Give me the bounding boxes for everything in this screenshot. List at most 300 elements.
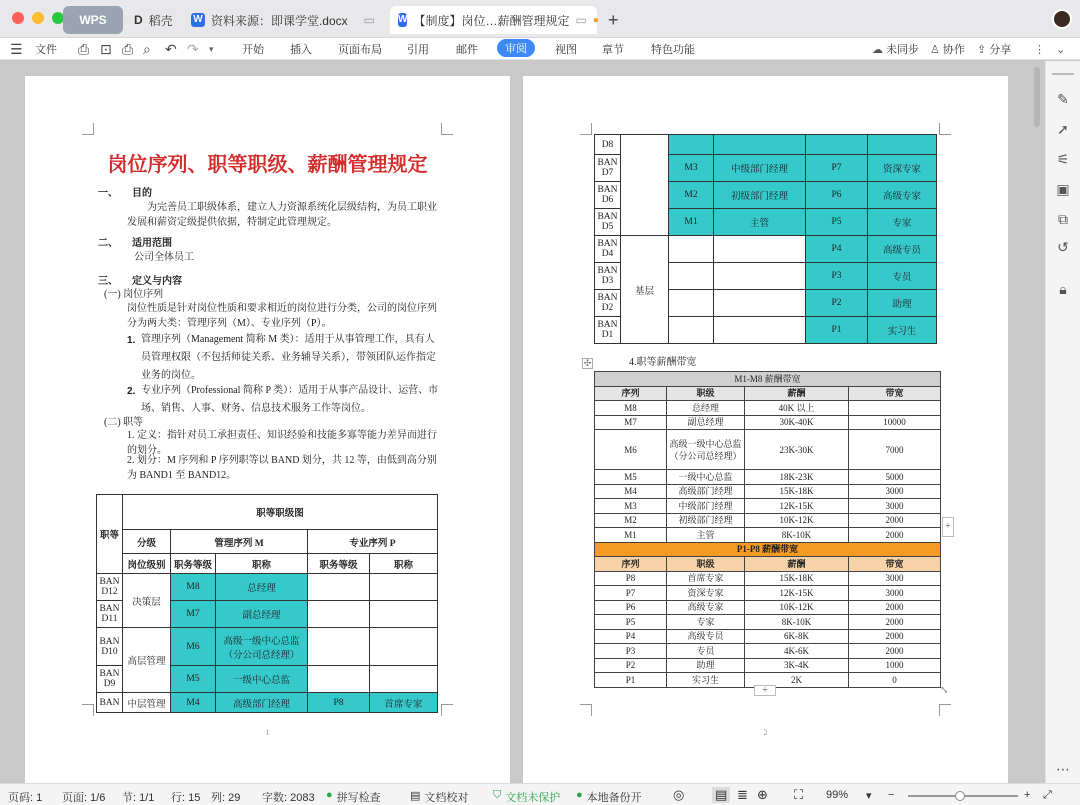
subsection-2-heading: (二) 职等: [104, 417, 144, 428]
table-cell: P7: [595, 586, 667, 601]
table-row: [595, 415, 941, 430]
table-cell: 3000: [849, 586, 941, 601]
more-options-button[interactable]: [1034, 39, 1045, 59]
table-cell: 岗位级别: [123, 554, 171, 574]
table-cell: P5: [806, 209, 868, 236]
table-cell: 2K: [745, 673, 849, 688]
table-cell: P1: [806, 317, 868, 344]
vertical-scrollbar[interactable]: [1034, 67, 1040, 127]
zoom-in-button[interactable]: +: [1024, 789, 1031, 801]
tab-mailings[interactable]: 邮件: [456, 44, 478, 56]
margin-corner: [441, 704, 453, 716]
table-cell: 职等: [97, 495, 123, 574]
table-row: [595, 615, 941, 630]
table-cell: 10000: [849, 415, 941, 430]
table-cell: [308, 601, 370, 628]
add-column-button[interactable]: +: [942, 517, 954, 537]
tab-references[interactable]: 引用: [407, 44, 429, 56]
print-icon: ⎙: [122, 40, 134, 57]
item-2-body: 专业序列（Professional 简称 P 类）：适用于从事产品设计、运营、市场、销售、人事、财务、信息技术服务工作等岗位。: [141, 385, 439, 414]
zoom-level[interactable]: 99%: [826, 789, 849, 801]
tab-daoke[interactable]: [126, 6, 181, 34]
title-bar: [0, 0, 1080, 38]
table-cell: 副总经理: [216, 601, 308, 628]
table-row: [595, 470, 941, 485]
table-cell: M1: [669, 209, 714, 236]
collaborate-button[interactable]: [930, 39, 965, 59]
table-cell: BAN D3: [595, 263, 621, 290]
table-cell: M1: [595, 528, 667, 543]
table-cell: BAN D2: [595, 290, 621, 317]
page-view-icon[interactable]: ▤: [712, 787, 730, 803]
table-cell: [714, 263, 806, 290]
table-cell: 总经理: [216, 574, 308, 601]
margin-corner: [82, 704, 94, 716]
table-cell: 薪酬: [745, 557, 849, 572]
margin-corner: [580, 704, 592, 716]
table-cell: M6: [595, 430, 667, 470]
table-cell: [308, 628, 370, 666]
document-workspace[interactable]: [0, 61, 1045, 783]
more-horizontal-icon[interactable]: ⋯: [1056, 761, 1070, 777]
table-cell: 资深专家: [868, 155, 937, 182]
sliders-icon[interactable]: ⚟: [1056, 151, 1070, 167]
word-doc-icon: W: [191, 13, 205, 27]
table-cell: 职称: [216, 554, 308, 574]
table-cell: BAN D10: [97, 628, 123, 666]
table-cell: BAN D5: [595, 209, 621, 236]
zoom-dropdown-icon[interactable]: ▾: [866, 790, 872, 802]
document-protection-button[interactable]: [493, 789, 560, 805]
table-cell: 5000: [849, 470, 941, 485]
table-cell: 助理: [667, 658, 745, 673]
table-row: [595, 135, 937, 155]
table-cell: P2: [595, 658, 667, 673]
table-cell: [669, 135, 714, 155]
hamburger-icon: ☰: [10, 40, 23, 57]
section-3-number: 三、: [98, 276, 118, 287]
table-cell: 8K-10K: [745, 528, 849, 543]
zoom-slider[interactable]: [908, 795, 1018, 797]
undo-button[interactable]: [165, 39, 177, 59]
table-cell: [621, 135, 669, 236]
unsaved-dot-icon: ●: [592, 14, 599, 26]
fit-page-icon[interactable]: ⛶: [794, 787, 804, 802]
table-cell: 高级一级中心总监（分公司总经理）: [216, 628, 308, 666]
table-cell: M8: [171, 574, 216, 601]
table-cell: BAN D11: [97, 601, 123, 628]
table-cell: 首席专家: [667, 571, 745, 586]
table-cell: 实习生: [667, 673, 745, 688]
collapse-ribbon-button[interactable]: [1056, 39, 1065, 59]
tab-insert[interactable]: 插入: [290, 44, 312, 56]
margin-corner: [82, 123, 94, 135]
table-cell: 助理: [868, 290, 937, 317]
table-cell: 2000: [849, 600, 941, 615]
tab-document-1-label: 资料来源：即课学堂.docx: [210, 13, 348, 28]
table-cell: 2000: [849, 629, 941, 644]
table-cell: 专员: [868, 263, 937, 290]
table-cell: 高级部门经理: [667, 484, 745, 499]
table-cell: M6: [171, 628, 216, 666]
table-cell: 副总经理: [667, 415, 745, 430]
table-cell: 12K-15K: [745, 499, 849, 514]
table-cell: M5: [595, 470, 667, 485]
subsection-2-item-1: 1. 定义：指针对员工承担责任、知识经验和技能多寡等能力差异而进行的划分。: [127, 430, 437, 456]
table-cell: 初级部门经理: [667, 513, 745, 528]
print-preview-button[interactable]: [143, 39, 151, 59]
tab-special-features[interactable]: 特色功能: [651, 44, 695, 56]
tab-daoke-label: 稻壳: [148, 13, 173, 28]
row-indicator: 行: 15: [171, 792, 201, 804]
section-2-number: 二、: [98, 238, 118, 249]
table-cell: 30K-40K: [745, 415, 849, 430]
user-icon: ♙: [930, 43, 940, 56]
save-icon: ⎙: [78, 40, 90, 57]
collaborate-label: 协作: [942, 44, 965, 56]
daoke-icon: D: [134, 13, 143, 27]
screen-icon: ▭: [363, 13, 375, 27]
table-cell: 职等职级图: [123, 495, 438, 530]
table-row: [595, 372, 941, 387]
more-vertical-icon: ⋮: [1034, 43, 1045, 56]
table-cell: 一级中心总监: [216, 666, 308, 693]
table-cell: 职级: [667, 557, 745, 572]
table-cell: 职务等级: [171, 554, 216, 574]
section-3-heading: 定义与内容: [132, 276, 182, 287]
undo-icon: ↶: [165, 40, 177, 57]
table-cell: 15K-18K: [745, 571, 849, 586]
tab-page-layout[interactable]: 页面布局: [338, 44, 382, 56]
menu-toggle-button[interactable]: [10, 39, 23, 59]
table-cell: P2: [806, 290, 868, 317]
table-cell: 专业序列 P: [308, 530, 438, 554]
table-move-handle[interactable]: ✣: [583, 358, 592, 368]
add-row-button[interactable]: +: [754, 685, 776, 696]
subsection-1-heading: (一) 岗位序列: [104, 289, 164, 300]
export-pdf-button[interactable]: [100, 39, 112, 59]
table-cell: 2000: [849, 644, 941, 659]
chevron-down-icon: ⌄: [1056, 43, 1066, 56]
table-cell: 实习生: [868, 317, 937, 344]
table-cell: 初级部门经理: [714, 182, 806, 209]
zoom-out-button[interactable]: −: [888, 789, 895, 801]
table-row: [595, 236, 937, 263]
image-icon[interactable]: ▣: [1056, 181, 1070, 197]
table-cell: 专家: [667, 615, 745, 630]
table-cell: 10K-12K: [745, 513, 849, 528]
table-cell: 资深专家: [667, 586, 745, 601]
table-cell: 3000: [849, 499, 941, 514]
page-label: 页码: 1: [8, 792, 43, 804]
table-cell: 中级部门经理: [667, 499, 745, 514]
table-cell: [370, 628, 438, 666]
more-quick-actions-button[interactable]: [209, 39, 214, 59]
screen-icon: ▭: [575, 13, 587, 27]
table-cell: 基层: [621, 236, 669, 344]
pen-icon[interactable]: ✎: [1057, 91, 1069, 107]
table-cell: 序列: [595, 557, 667, 572]
table-cell: 职务等级: [308, 554, 370, 574]
table-cell: P3: [806, 263, 868, 290]
table-cell: P4: [595, 629, 667, 644]
table-row: [97, 574, 438, 601]
word-count[interactable]: 字数: 2083: [262, 792, 315, 804]
tab-document-1[interactable]: [183, 6, 383, 34]
table-cell: P1: [595, 673, 667, 688]
item-1-body: 管理序列（Management 简称 M 类）：适用于从事管理工作，具有人员管理权限（不包括师徒关系、业务辅导关系），带领团队运作指定业务的岗位。: [141, 334, 436, 381]
tab-document-2-label: 【制度】岗位…薪酬管理规定: [413, 13, 570, 28]
window-controls: [12, 12, 64, 24]
page-1[interactable]: [25, 76, 510, 783]
table-cell: 4K-6K: [745, 644, 849, 659]
table-cell: [669, 317, 714, 344]
table-cell: 15K-18K: [745, 484, 849, 499]
table-cell: P7: [806, 155, 868, 182]
table-cell: 40K 以上: [745, 401, 849, 416]
table-cell: P3: [595, 644, 667, 659]
new-tab-button[interactable]: +: [608, 9, 619, 30]
table-cell: M3: [669, 155, 714, 182]
table-cell: 首席专家: [370, 693, 438, 713]
table-cell: 带宽: [849, 386, 941, 401]
cloud-icon: ☁: [872, 43, 883, 56]
table-cell: 3000: [849, 484, 941, 499]
table-cell: [370, 666, 438, 693]
local-backup-button[interactable]: [576, 789, 642, 805]
table-cell: 中层管理: [123, 693, 171, 713]
margin-corner: [939, 704, 951, 716]
table-cell: 主管: [667, 528, 745, 543]
table-cell: P8: [595, 571, 667, 586]
page-2[interactable]: [523, 76, 1008, 783]
table-cell: M4: [171, 693, 216, 713]
ribbon-toolbar: [0, 38, 1080, 60]
table-cell: [714, 317, 806, 344]
grade-level-table-continued[interactable]: [594, 134, 937, 344]
backup-label: 本地备份开: [586, 792, 642, 804]
table-cell: P4: [806, 236, 868, 263]
section-2-body: 公司全体员工: [134, 252, 194, 263]
section-2-heading: 适用范围: [132, 238, 172, 249]
proofread-button[interactable]: [410, 789, 468, 805]
table-cell: [714, 236, 806, 263]
table-cell: P6: [595, 600, 667, 615]
table-cell: [669, 263, 714, 290]
table-cell: 高级部门经理: [216, 693, 308, 713]
table-cell: 7000: [849, 430, 941, 470]
export-icon: ⊡: [100, 40, 112, 57]
redo-button[interactable]: [187, 39, 199, 59]
fullscreen-icon[interactable]: ⤢: [1043, 789, 1052, 801]
item-2-number: 2.: [127, 386, 136, 397]
table-row: [595, 586, 941, 601]
table-row: [595, 658, 941, 673]
tab-review[interactable]: 审阅: [497, 39, 535, 57]
table-row: [595, 499, 941, 514]
shield-icon: ⛉: [493, 789, 502, 801]
web-view-icon[interactable]: ⊕: [757, 787, 768, 802]
table-row: [595, 386, 941, 401]
table-row: [595, 629, 941, 644]
scroll-indicator: [1052, 69, 1074, 75]
table-cell: [308, 574, 370, 601]
table-cell: M2: [669, 182, 714, 209]
table-cell: 2000: [849, 513, 941, 528]
table-cell: BAN: [97, 693, 123, 713]
table-cell: 1000: [849, 658, 941, 673]
protection-label: 文档未保护: [505, 792, 561, 804]
tab-home[interactable]: 开始: [242, 44, 264, 56]
file-menu-button[interactable]: 文件: [35, 44, 57, 56]
table-cell: 职称: [370, 554, 438, 574]
sync-status-button[interactable]: [872, 39, 919, 59]
lock-icon[interactable]: 🔒︎: [1059, 281, 1067, 297]
document-title: 岗位序列、职等职级、薪酬管理规定: [107, 154, 428, 176]
table-cell: 一级中心总监: [667, 470, 745, 485]
backup-icon: ●: [576, 789, 583, 801]
history-icon[interactable]: ↺: [1057, 239, 1069, 255]
chevron-down-icon: ▾: [209, 43, 214, 54]
table-cell: BAN D6: [595, 182, 621, 209]
tab-document-2[interactable]: [390, 6, 597, 34]
minimize-window-button[interactable]: [32, 12, 44, 24]
export-image-icon[interactable]: ⧉: [1058, 211, 1068, 227]
table-cell: P5: [595, 615, 667, 630]
table-cell: 0: [849, 673, 941, 688]
salary-band-table[interactable]: [594, 371, 941, 688]
avatar[interactable]: [1052, 9, 1072, 29]
share-label: 分享: [989, 44, 1012, 56]
zoom-slider-handle[interactable]: [955, 791, 965, 801]
table-cell: BAN D1: [595, 317, 621, 344]
table-row: [97, 554, 438, 574]
table-cell: BAN D7: [595, 155, 621, 182]
table-cell: 12K-15K: [745, 586, 849, 601]
table-cell: 高层管理: [123, 628, 171, 693]
table-cell: 序列: [595, 386, 667, 401]
subsection-2-item-2: 2. 划分：M 序列和 P 序列职等以 BAND 划分，共 12 等，由低到高分别为 BAND1 至 BAND12。: [127, 455, 437, 481]
table-row: [595, 571, 941, 586]
table-row: [97, 693, 438, 713]
table-resize-handle[interactable]: ⤡: [940, 685, 949, 696]
table-cell: M4: [595, 484, 667, 499]
tab-wps-home[interactable]: WPS: [63, 6, 123, 34]
document-icon: ▤: [410, 790, 421, 802]
table-row: [97, 530, 438, 554]
table-cell: 中级部门经理: [714, 155, 806, 182]
spell-check-button[interactable]: [326, 789, 381, 805]
section-4-heading: 4.职等薪酬带宽: [629, 357, 697, 368]
margin-corner: [441, 123, 453, 135]
table-row: [97, 495, 438, 530]
outline-view-icon[interactable]: ≣: [737, 787, 748, 802]
table-cell: 高级专家: [667, 600, 745, 615]
section-count: 节: 1/1: [122, 792, 155, 804]
table-cell: [714, 290, 806, 317]
save-button[interactable]: [78, 39, 89, 59]
preview-icon: ⌕: [143, 40, 151, 57]
table-cell: 2000: [849, 615, 941, 630]
sync-status-label: 未同步: [886, 44, 919, 56]
right-sidebar: [1045, 61, 1080, 783]
status-bar: [0, 783, 1080, 805]
table-cell: 主管: [714, 209, 806, 236]
margin-corner: [580, 123, 592, 135]
table-cell: [370, 574, 438, 601]
table-cell: 带宽: [849, 557, 941, 572]
redo-icon: ↷: [187, 40, 199, 57]
table-row: [595, 528, 941, 543]
table-cell: M7: [171, 601, 216, 628]
share-icon: ⇪: [977, 43, 987, 56]
table-row: [595, 430, 941, 470]
table-row: [595, 644, 941, 659]
pointer-icon[interactable]: ➚: [1057, 121, 1069, 137]
table-cell: 管理序列 M: [171, 530, 308, 554]
table-cell: M5: [171, 666, 216, 693]
table-cell: 10K-12K: [745, 600, 849, 615]
table-row: [595, 401, 941, 416]
margin-corner: [939, 123, 951, 135]
close-window-button[interactable]: [12, 12, 24, 24]
print-button[interactable]: [122, 39, 133, 59]
table-cell: 8K-10K: [745, 615, 849, 630]
section-1-heading: 目的: [132, 188, 152, 199]
table-cell: 高级专家: [868, 182, 937, 209]
share-button[interactable]: [977, 39, 1011, 59]
table-cell: BAN D12: [97, 574, 123, 601]
subsection-1-body: 岗位性质是针对岗位性质和要求相近的岗位进行分类，公司的岗位序列分为两大类：管理序列（M）、专业序列（P）。: [127, 303, 437, 329]
proofread-label: 文档校对: [424, 792, 469, 804]
check-circle-icon: ●: [326, 789, 333, 801]
table-cell: P6: [806, 182, 868, 209]
page-count[interactable]: 页面: 1/6: [62, 792, 106, 804]
table-cell: D8: [595, 135, 621, 155]
tab-view[interactable]: 视图: [555, 44, 577, 56]
table-cell: 高级一级中心总监（分公司总经理）: [667, 430, 745, 470]
table-cell: [669, 290, 714, 317]
table-cell: BAN D9: [97, 666, 123, 693]
table-cell: 23K-30K: [745, 430, 849, 470]
grade-level-table[interactable]: [96, 494, 438, 713]
table-cell: 3K-4K: [745, 658, 849, 673]
section-1-body: 为完善员工职级体系，建立人力资源系统化层级结构，为员工职业发展和薪资定级提供依据，特制定此管理规定。: [127, 202, 437, 228]
table-cell: 总经理: [667, 401, 745, 416]
table-cell: [308, 666, 370, 693]
table-cell: M2: [595, 513, 667, 528]
table-cell: M7: [595, 415, 667, 430]
table-cell: 薪酬: [745, 386, 849, 401]
table-cell: BAN D4: [595, 236, 621, 263]
table-cell: 6K-8K: [745, 629, 849, 644]
page-number: 1: [265, 728, 270, 737]
tab-chapter[interactable]: 章节: [602, 44, 624, 56]
page-number: 2: [763, 728, 768, 737]
table-cell: [370, 601, 438, 628]
table-cell: 分级: [123, 530, 171, 554]
table-row: [595, 557, 941, 572]
word-doc-icon: W: [398, 14, 408, 25]
table-cell: 18K-23K: [745, 470, 849, 485]
table-cell: 高级专员: [868, 236, 937, 263]
item-1-number: 1.: [127, 335, 136, 346]
table-cell: 决策层: [123, 574, 171, 628]
eye-protection-icon[interactable]: ◎: [673, 787, 685, 802]
table-row: [595, 542, 941, 557]
table-title-cell: M1-M8 薪酬带宽: [595, 372, 941, 387]
table-cell: [669, 236, 714, 263]
